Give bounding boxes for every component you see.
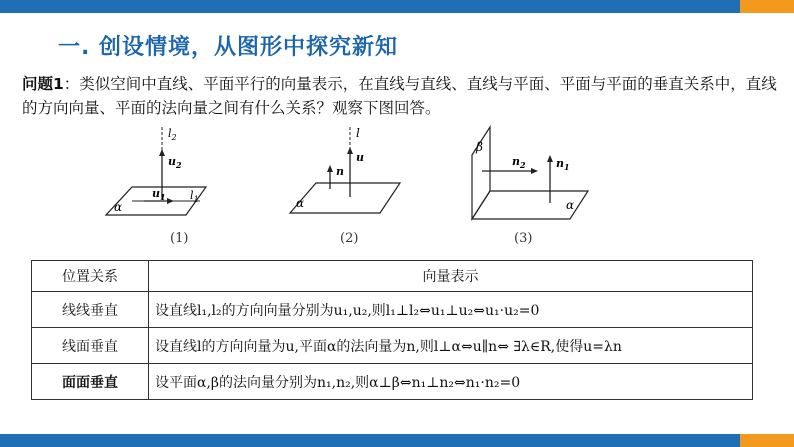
relation-cell: 面面垂直 [32, 364, 149, 400]
plane-alpha-shape [290, 183, 400, 213]
top-banner [0, 0, 794, 13]
table-row [32, 328, 753, 364]
expression-cell: 设直线l₁,l₂的方向向量分别为u₁,u₂,则l₁⊥l₂⇔u₁⊥u₂⇔u₁·u₂=0 [149, 292, 753, 328]
label-alpha-2: α [296, 196, 305, 210]
label-n: n [336, 165, 344, 178]
label-u1: $u_1$ [152, 187, 166, 202]
vector-u1-arrowhead [167, 198, 174, 204]
vector-n-arrowhead [327, 165, 333, 172]
label-beta: β [476, 140, 483, 154]
expression-cell: 设平面α,β的法向量分别为n₁,n₂,则α⊥β⇔n₁⊥n₂⇔n₁·n₂=0 [149, 364, 753, 400]
label-alpha-1: α [114, 200, 123, 214]
question-paragraph [22, 72, 777, 120]
figure-1-caption: (1) [170, 231, 189, 246]
figure-1-line-line-diagram [102, 125, 222, 225]
vector-u-arrowhead [347, 147, 353, 154]
label-l: l [356, 126, 360, 140]
bottom-banner [0, 434, 794, 447]
figure-3-plane-plane-diagram [462, 125, 592, 225]
relation-cell: 线线垂直 [32, 292, 149, 328]
figure-2-caption: (2) [340, 231, 359, 246]
table-row [32, 292, 753, 328]
figure-2-line-plane-diagram [286, 125, 406, 225]
perpendicular-relations-table [31, 260, 753, 400]
label-l2: $l_2$ [168, 127, 177, 142]
top-banner-accent [740, 0, 794, 13]
label-n1: $n_1$ [556, 157, 570, 172]
label-u2: $u_2$ [168, 155, 182, 170]
header-vector-representation: 向量表示 [149, 261, 753, 292]
expression-cell: 设直线l的方向向量为u,平面α的法向量为n,则l⊥α⇔u∥n⇔ ∃λ∈R,使得u=λn [149, 328, 753, 364]
label-alpha-3: α [566, 198, 575, 212]
label-u: u [356, 151, 364, 164]
label-l1: $l_1$ [190, 189, 199, 204]
section-title: 一. 创设情境，从图形中探究新知 [58, 35, 399, 60]
figure-3-caption: (3) [514, 231, 533, 246]
question-text: ：类似空间中直线、平面平行的向量表示，在直线与直线、直线与平面、平面与平面的垂直关系中，直线的方向向量、平面的法向量之间有什么关系？观察下图回答。 [22, 75, 777, 117]
vector-u2-arrowhead [159, 149, 165, 156]
table-row [32, 364, 753, 400]
vector-n2-arrowhead [531, 168, 538, 174]
relation-cell: 线面垂直 [32, 328, 149, 364]
bottom-banner-accent [740, 434, 794, 447]
label-n2: $n_2$ [512, 155, 526, 170]
vector-n1-arrowhead [547, 155, 553, 162]
table-header-row [32, 261, 753, 292]
question-label: 问题1 [22, 75, 64, 93]
header-relation: 位置关系 [32, 261, 149, 292]
